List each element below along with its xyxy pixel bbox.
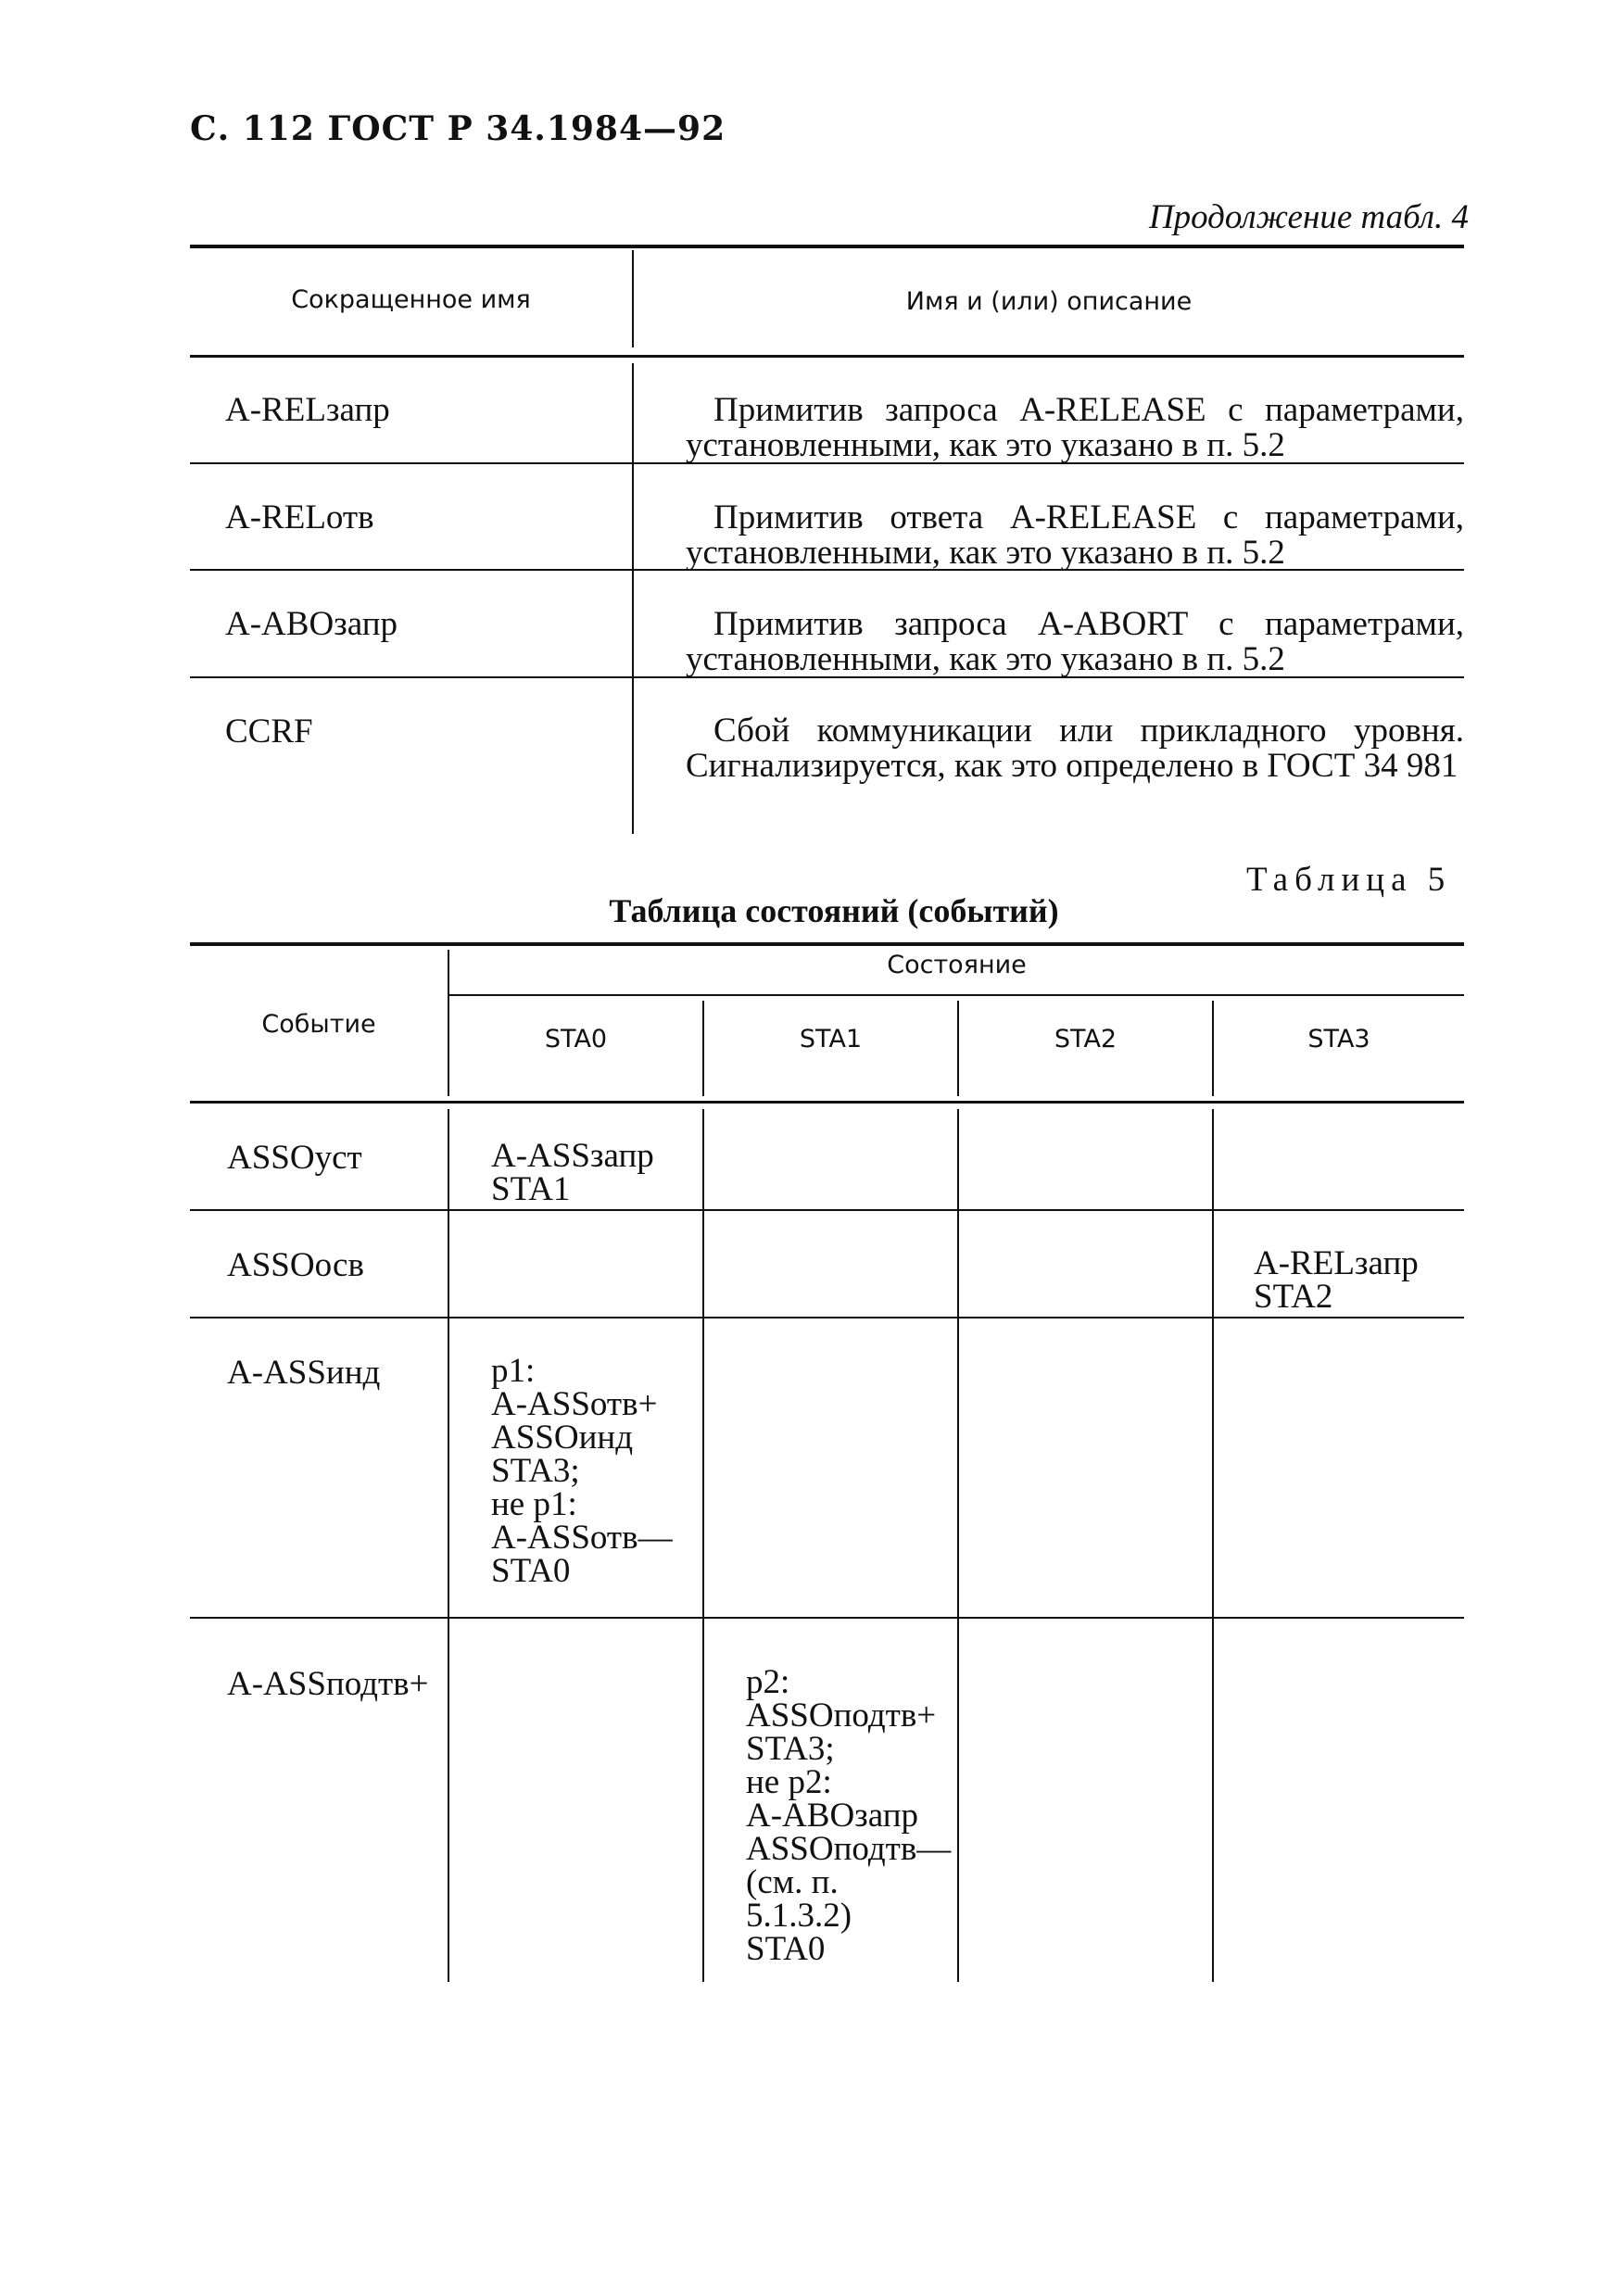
header-description: Имя и (или) описание xyxy=(905,287,1193,316)
transition-cell: p1: A-ASSотв+ ASSOинд STA3; не p1: A-ASSотв— STA0 xyxy=(491,1352,673,1590)
header-sta0: STA0 xyxy=(544,1025,608,1053)
table-top-rule xyxy=(190,245,1464,248)
row-description: Примитив запроса A-ABORT с параметрами, установленными, как это указано в п. 5.2 xyxy=(686,605,1464,678)
column-divider xyxy=(632,363,634,834)
event-name: ASSOуст xyxy=(227,1139,362,1177)
page-header: С. 112 ГОСТ Р 34.1984—92 xyxy=(190,109,726,148)
event-name: A-ASSинд xyxy=(227,1354,381,1392)
column-divider xyxy=(957,1109,959,1982)
table-top-rule xyxy=(190,942,1464,946)
row-description: Примитив ответа A-RELEASE с параметрами, установленными, как это указано в п. 5.2 xyxy=(686,498,1464,572)
table-5-label: Таблица 5 xyxy=(1246,861,1452,899)
row-name: A-RELотв xyxy=(225,498,374,536)
transition-cell: A-ASSзапр STA1 xyxy=(491,1137,654,1208)
transition-cell: p2: ASSOподтв+ STA3; не p2: A-ABOзапр ASSOподтв— (см. п. 5.1.3.2) STA0 xyxy=(746,1663,952,1968)
table-continuation-label: Продолжение табл. 4 xyxy=(1148,198,1469,236)
row-rule xyxy=(190,1617,1464,1619)
column-divider xyxy=(702,1109,704,1982)
row-rule xyxy=(190,1317,1464,1318)
header-sta1: STA1 xyxy=(799,1025,863,1053)
header-state: Состояние xyxy=(887,951,1027,979)
header-sta2: STA2 xyxy=(1054,1025,1117,1053)
header-bottom-rule xyxy=(190,355,1464,358)
row-description: Примитив запроса A-RELEASE с параметрами, установленными, как это указано в п. 5.2 xyxy=(686,391,1464,464)
header-bottom-rule xyxy=(190,1101,1464,1104)
row-name: CCRF xyxy=(225,713,313,751)
header-sta3: STA3 xyxy=(1307,1025,1370,1053)
header-event: Событие xyxy=(261,1010,376,1039)
row-name: A-ABOзапр xyxy=(225,605,398,643)
row-description: Сбой коммуникации или прикладного уровня. Сигнализируется, как это определено в ГОСТ 34 981 xyxy=(686,712,1464,785)
table-5-title: Таблица состояний (событий) xyxy=(609,892,1059,929)
row-name: A-RELзапр xyxy=(225,391,390,429)
header-short-name: Сокращенное имя xyxy=(291,285,531,314)
event-name: ASSOосв xyxy=(227,1246,364,1284)
transition-cell: A-RELзапр STA2 xyxy=(1254,1244,1419,1316)
column-divider xyxy=(448,1109,449,1982)
event-name: A-ASSподтв+ xyxy=(227,1665,429,1703)
column-divider xyxy=(1212,1109,1214,1982)
state-header-rule xyxy=(449,994,1464,996)
row-rule xyxy=(190,1209,1464,1211)
